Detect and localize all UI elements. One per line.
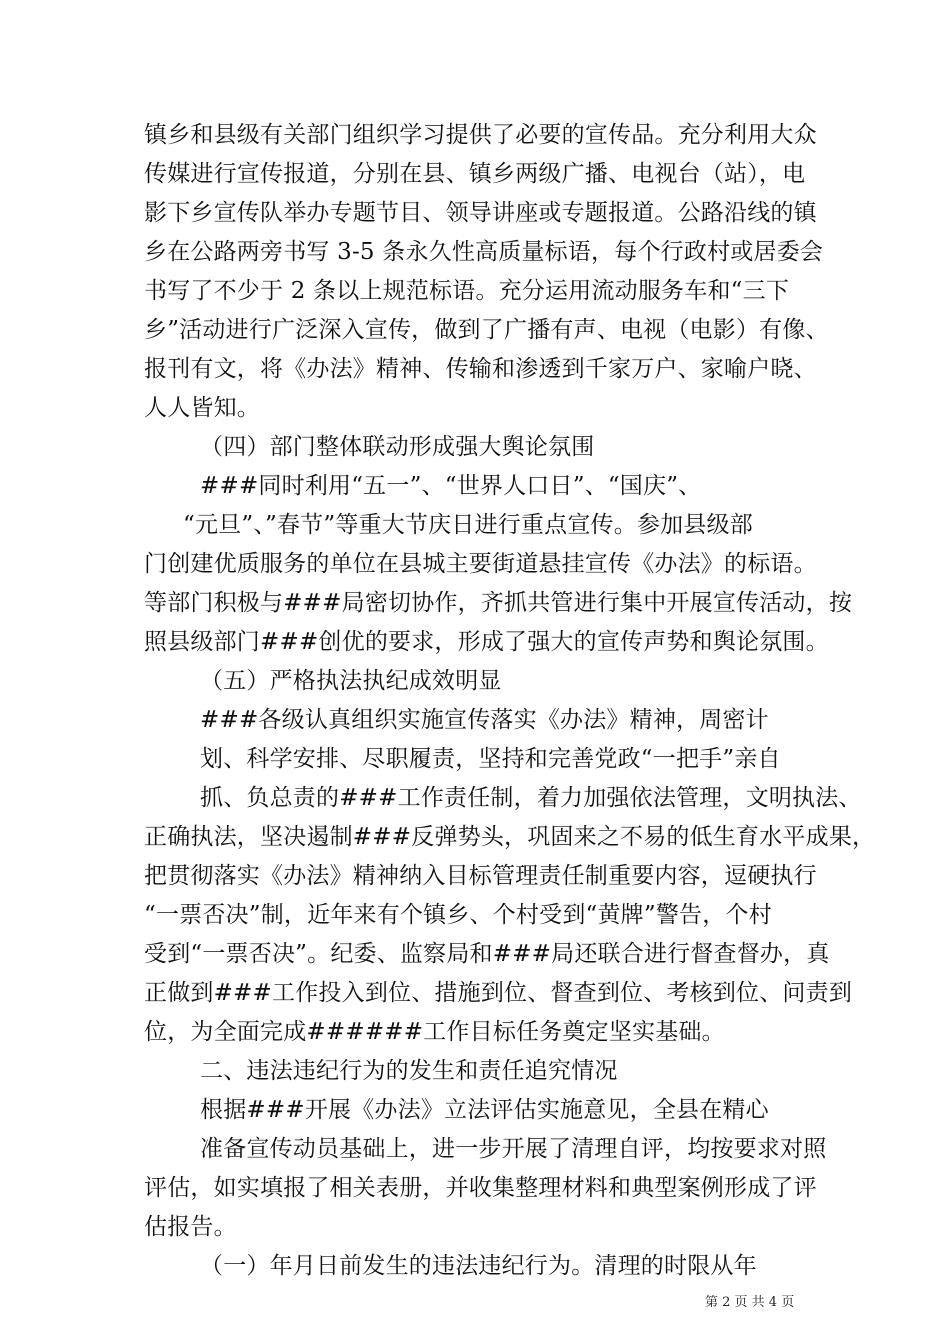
body-text-line: 位，为全面完成######工作目标任务奠定坚实基础。 <box>144 1019 725 1045</box>
body-text-line: 报刊有文，将《办法》精神、传输和渗透到千家万户、家喻户晓、 <box>144 356 817 382</box>
body-text-line: 书写了不少于 2 条以上规范标语。充分运用流动服务车和“三下 <box>144 278 790 304</box>
body-text-line: 正确执法，坚决遏制###反弹势头，巩固来之不易的低生育水平成果， <box>144 824 876 850</box>
body-text-line: 影下乡宣传队举办专题节目、领导讲座或专题报道。公路沿线的镇 <box>144 200 817 226</box>
body-text-line: “元旦”、”春节”等重大节庆日进行重点宣传。参加县级部 <box>183 512 753 538</box>
body-text-line: 评估，如实填报了相关表册，并收集整理材料和典型案例形成了评 <box>144 1175 817 1201</box>
body-text-line: 照县级部门###创优的要求，形成了强大的宣传声势和舆论氛围。 <box>144 629 829 655</box>
body-text-line: 划、科学安排、尽职履责，坚持和完善党政“一把手”亲自 <box>200 746 781 772</box>
section-heading: （五）严格执法执纪成效明显 <box>200 668 502 694</box>
section-heading: （四）部门整体联动形成强大舆论氛围 <box>200 434 595 460</box>
body-text-line: 门创建优质服务的单位在县城主要街道悬挂宣传《办法》的标语。 <box>144 551 817 577</box>
body-text-line: 乡在公路两旁书写 3-5 条永久性高质量标语，每个行政村或居委会 <box>144 239 824 265</box>
body-text-line: “一票否决”制，近年来有个镇乡、个村受到“黄牌”警告，个村 <box>144 902 772 928</box>
body-text-line: 传媒进行宣传报道，分别在县、镇乡两级广播、电视台（站），电 <box>144 161 806 187</box>
body-text-line: 根据###开展《办法》立法评估实施意见，全县在精心 <box>200 1097 769 1123</box>
page-number-footer: 第 2 页 共 4 页 <box>705 1295 795 1310</box>
section-heading: 二、违法违纪行为的发生和责任追究情况 <box>200 1058 618 1084</box>
body-text-line: 乡”活动进行广泛深入宣传，做到了广播有声、电视（电影）有像、 <box>144 317 829 343</box>
body-text-line: 等部门积极与###局密切协作，齐抓共管进行集中开展宣传活动，按 <box>144 590 853 616</box>
body-text-line: ###同时利用“五一”、“世界人口日”、“国庆”、 <box>200 473 702 499</box>
body-text-line: 把贯彻落实《办法》精神纳入目标管理责任制重要内容，逗硬执行 <box>144 863 817 889</box>
body-text-line: 镇乡和县级有关部门组织学习提供了必要的宣传品。充分利用大众 <box>144 122 817 148</box>
body-text-line: ###各级认真组织实施宣传落实《办法》精神，周密计 <box>200 707 769 733</box>
body-text-line: 受到“一票否决”。纪委、监察局和###局还联合进行督查督办，真 <box>144 941 830 967</box>
body-text-line: 人人皆知。 <box>144 395 260 421</box>
body-text-line: 估报告。 <box>144 1214 237 1240</box>
body-text-line: 准备宣传动员基础上，进一步开展了清理自评，均按要求对照 <box>200 1136 827 1162</box>
body-text-line: （一）年月日前发生的违法违纪行为。清理的时限从年 <box>200 1253 757 1279</box>
body-text-line: 正做到###工作投入到位、措施到位、督查到位、考核到位、问责到 <box>144 980 853 1006</box>
body-text-line: 抓、负总责的###工作责任制，着力加强依法管理，文明执法、 <box>200 785 862 811</box>
